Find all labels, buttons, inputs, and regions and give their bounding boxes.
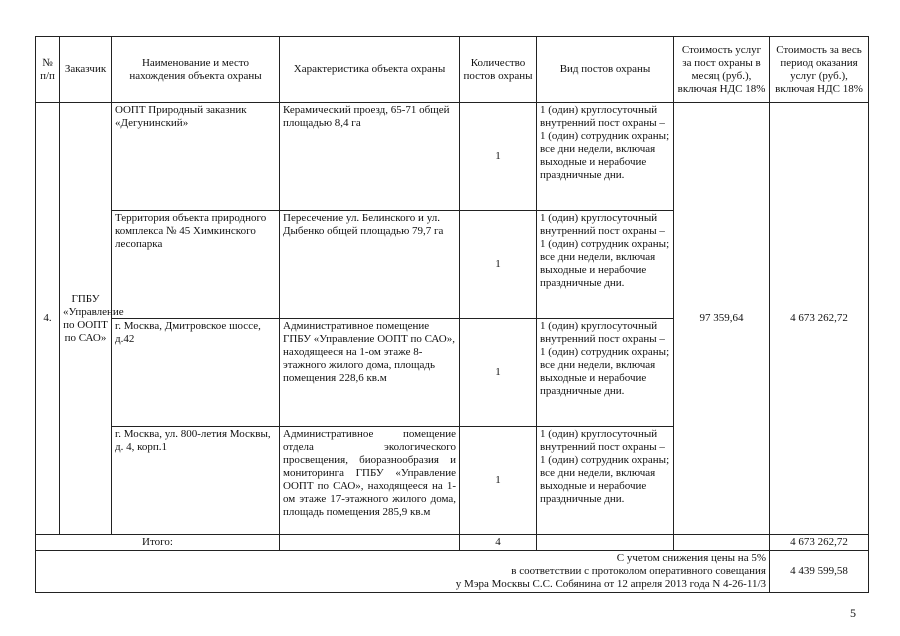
discount-line-1: С учетом снижения цены на 5% (616, 552, 766, 564)
header-customer: Заказчик (60, 37, 112, 103)
header-cost-month: Стоимость услуг за пост охраны в месяц (руб.), включая НДС 18% (674, 37, 770, 103)
group-num: 4. (36, 103, 60, 535)
discount-sum: 4 439 599,58 (770, 551, 869, 593)
object-characteristic: Пересечение ул. Белинского и ул. Дыбенко общей площадью 79,7 га (280, 211, 460, 319)
post-type: 1 (один) круглосуточный внутренний пост охраны – 1 (один) сотрудник охраны; все дни недели, включая выходные и нерабочие праздничные дни. (537, 319, 674, 427)
total-count: 4 (460, 535, 537, 551)
header-name: Наименование и место нахождения объекта охраны (112, 37, 280, 103)
post-count: 1 (460, 319, 537, 427)
post-count: 1 (460, 427, 537, 535)
header-post-count: Количество постов охраны (460, 37, 537, 103)
post-type: 1 (один) круглосуточный внутренний пост охраны – 1 (один) сотрудник охраны; все дни недели, включая выходные и нерабочие праздничные дни. (537, 211, 674, 319)
discount-row (36, 551, 869, 593)
discount-line-3: у Мэра Москвы С.С. Собянина от 12 апреля 2013 года N 4-26-11/3 (455, 578, 766, 590)
object-characteristic: Керамический проезд, 65-71 общей площадью 8,4 га (280, 103, 460, 211)
group-cost-total: 4 673 262,72 (770, 103, 869, 535)
discount-line-2: в соответствии с протоколом оперативного совещания (511, 565, 766, 577)
discount-note (36, 551, 770, 593)
object-characteristic: Административное помещение ГПБУ «Управление ООПТ по САО», находящееся на 1-ом этаже 8-этажного жилого дома, площадь помещения 228,6 кв.м (280, 319, 460, 427)
object-name: г. Москва, ул. 800-летия Москвы, д. 4, корп.1 (112, 427, 280, 535)
object-characteristic: Административное помещение отдела экологического просвещения, биоразнообразия и мониторинга ГПБУ «Управление ООПТ по САО», находящееся на 1-ом этаже 17-этажного жилого дома, площадь помещения 285,9 кв.м (280, 427, 460, 535)
post-type: 1 (один) круглосуточный внутренний пост охраны – 1 (один) сотрудник охраны; все дни недели, включая выходные и нерабочие праздничные дни. (537, 103, 674, 211)
total-empty (280, 535, 460, 551)
post-count: 1 (460, 103, 537, 211)
header-characteristic: Характеристика объекта охраны (280, 37, 460, 103)
total-label: Итого: (36, 535, 280, 551)
group-customer: ГПБУ «Управление по ООПТ по САО» (60, 103, 112, 535)
object-name: г. Москва, Дмитровское шоссе, д.42 (112, 319, 280, 427)
page-number: 5 (850, 606, 856, 620)
post-type: 1 (один) круглосуточный внутренний пост охраны – 1 (один) сотрудник охраны; все дни недели, включая выходные и нерабочие праздничные дни. (537, 427, 674, 535)
services-table (35, 36, 869, 593)
post-count: 1 (460, 211, 537, 319)
object-name: ООПТ Природный заказник «Дегунинский» (112, 103, 280, 211)
header-row (36, 37, 869, 103)
total-sum: 4 673 262,72 (770, 535, 869, 551)
header-post-type: Вид постов охраны (537, 37, 674, 103)
total-row (36, 535, 869, 551)
header-cost-total: Стоимость за весь период оказания услуг (руб.), включая НДС 18% (770, 37, 869, 103)
header-num: № п/п (36, 37, 60, 103)
total-empty (674, 535, 770, 551)
object-name: Территория объекта природного комплекса № 45 Химкинского лесопарка (112, 211, 280, 319)
total-empty (537, 535, 674, 551)
group-cost-month: 97 359,64 (674, 103, 770, 535)
table-row (36, 103, 869, 211)
